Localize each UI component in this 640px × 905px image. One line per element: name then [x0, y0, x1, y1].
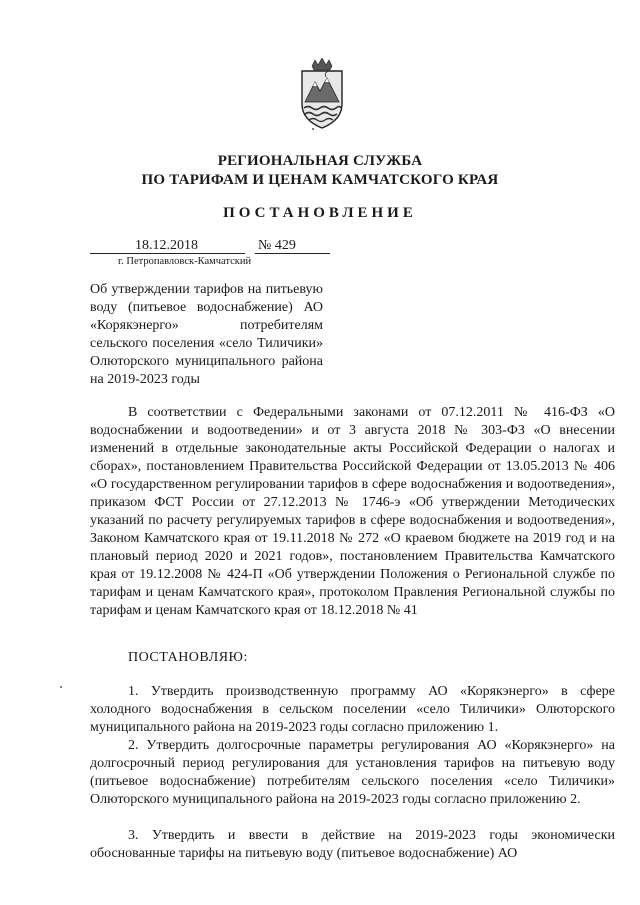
org-name-line2: ПО ТАРИФАМ И ЦЕНАМ КАМЧАТСКОГО КРАЯ: [141, 172, 499, 188]
preamble-paragraph: В соответствии с Федеральными законами от 07.12.2011 № 416-ФЗ «О водоснабжении и водоотведении» и от 3 августа 2018 № 303-ФЗ «О внесении изменений в отдельные законодательные акты Российской Федерации о налогах и сборах», постановлением Правительства Российской Федерации от 13.05.2013 № 406 «О государственном регулировании тарифов в сфере водоснабжения и водоотведения», приказом ФСТ России от 27.12.2013 № 1746-э «Об утверждении Методических указаний по расчету регулируемых тарифов в сфере водоснабжения и водоотведения», Законом Камчатского края от 19.11.2018 № 272 «О краевом бюджете на 2019 год и на плановый период 2020 и 2021 годов», постановлением Правительства Камчатского края от 19.12.2008 № 424-П «Об утверждении Положения о Региональной службе по тарифам и ценам Камчатского края», протоколом Правления Региональной службы по тарифам и ценам Камчатского края от 18.12.2018 № 41: [90, 405, 615, 618]
org-name-line1: РЕГИОНАЛЬНАЯ СЛУЖБА: [217, 153, 423, 169]
item-paragraph-1: 1. Утвердить производственную программу АО «Корякэнерго» в сфере холодного водоснабжения в сельском поселении «село Тиличики» Олюторского муниципального района на 2019-2023 годы согласно приложению 1.: [90, 684, 615, 735]
resolve-label: ПОСТАНОВЛЯЮ:: [128, 650, 248, 665]
document-type: ПОСТАНОВЛЕНИЕ: [223, 205, 417, 221]
kamchatka-coat-of-arms-icon: [297, 58, 347, 130]
document-number: № 429: [258, 238, 296, 253]
document-date: 18.12.2018: [135, 238, 198, 253]
scan-speck: [60, 686, 62, 688]
document-subject: Об утверждении тарифов на питьевую воду (питьевое водоснабжение) АО «Корякэнерго» потребителям сельского поселения «село Тиличики» Олюторского муниципального района на 2019-2023 годы: [90, 282, 323, 387]
item-paragraph-3: 3. Утвердить и ввести в действие на 2019-2023 годы экономически обоснованные тарифы на питьевую воду (питьевое водоснабжение) АО: [90, 828, 615, 861]
scan-speck: [312, 128, 314, 130]
item-paragraph-2: 2. Утвердить долгосрочные параметры регулирования АО «Корякэнерго» на долгосрочный период регулирования для установления тарифов на питьевую воду (питьевое водоснабжение) потребителям сельского поселения «село Тиличики» Олюторского муниципального района на 2019-2023 годы согласно приложению 2.: [90, 738, 615, 807]
document-city: г. Петропавловск-Камчатский: [118, 256, 252, 267]
